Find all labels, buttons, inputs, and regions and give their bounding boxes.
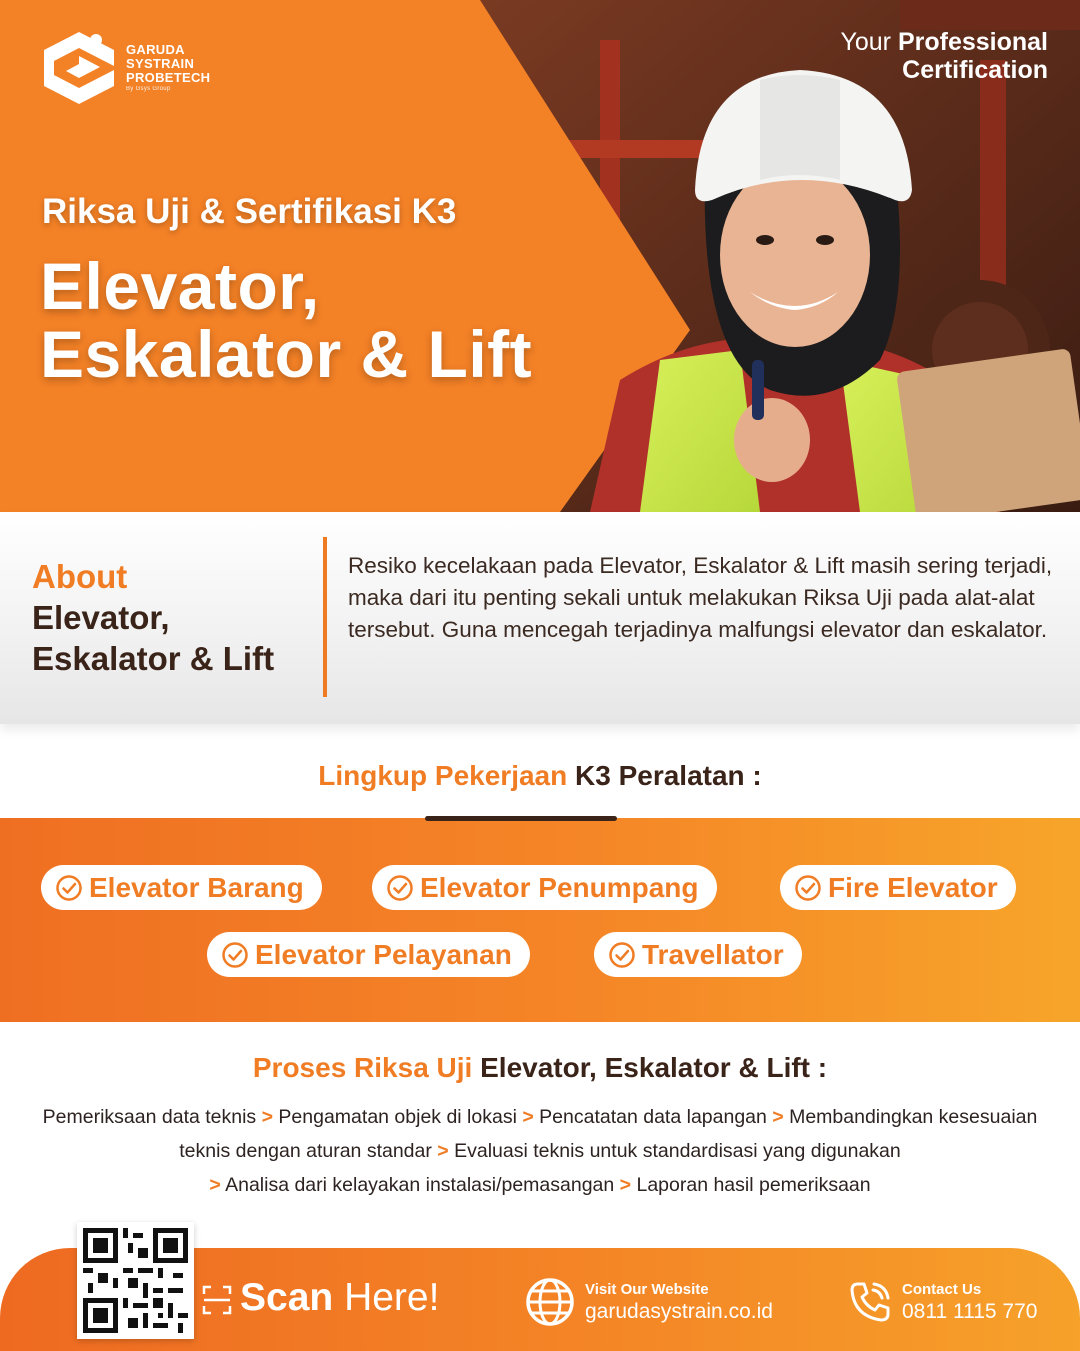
scope-item: Travellator	[594, 932, 802, 977]
globe-icon	[525, 1277, 575, 1327]
website-label: Visit Our Website	[585, 1281, 709, 1298]
process-step: Pencatatan data lapangan	[539, 1106, 767, 1128]
process-step: Membandingkan kesesuaian teknis dengan aturan standar	[179, 1106, 1038, 1162]
arrow-icon: >	[437, 1140, 449, 1162]
brand-name: GARUDA SYSTRAIN PROBETECH By Gsys Group	[126, 42, 211, 92]
arrow-icon: >	[209, 1174, 221, 1196]
scope-item: Elevator Barang	[41, 865, 322, 910]
garuda-logo-icon	[40, 30, 118, 106]
process-step: Pemeriksaan data teknis	[42, 1106, 257, 1128]
hero-banner	[0, 0, 1080, 512]
hero-subtitle: Riksa Uji & Sertifikasi K3	[42, 192, 457, 231]
scope-title-underline	[425, 816, 617, 821]
check-circle-icon	[608, 941, 636, 969]
about-divider	[323, 537, 327, 697]
process-step: Analisa dari kelayakan instalasi/pemasangan	[225, 1174, 615, 1196]
scan-here-label: Scan Here!	[240, 1276, 440, 1319]
check-circle-icon	[55, 874, 83, 902]
qr-code[interactable]	[77, 1222, 194, 1339]
about-heading: About Elevator, Eskalator & Lift	[32, 558, 275, 677]
arrow-icon: >	[772, 1106, 784, 1128]
scope-band	[0, 818, 1080, 1022]
tagline: Your Professional Certification	[840, 28, 1048, 84]
about-text: Resiko kecelakaan pada Elevator, Eskalator & Lift masih sering terjadi, maka dari itu penting sekali untuk melakukan Riksa Uji pada alat-alat tersebut. Guna mencegah terjadinya malfungsi elevator dan eskalator.	[348, 553, 1053, 642]
process-title: Proses Riksa Uji Elevator, Eskalator & Lift :	[252, 1052, 828, 1083]
brand-logo[interactable]	[40, 30, 210, 106]
process-step: Laporan hasil pemeriksaan	[636, 1174, 871, 1196]
website-link[interactable]: garudasystrain.co.id	[585, 1300, 773, 1323]
scope-item: Fire Elevator	[780, 865, 1016, 910]
check-circle-icon	[386, 874, 414, 902]
scope-item: Elevator Penumpang	[372, 865, 717, 910]
check-circle-icon	[221, 941, 249, 969]
process-step: Pengamatan objek di lokasi	[278, 1106, 517, 1128]
about-section	[0, 512, 1080, 724]
phone-number[interactable]: 0811 1115 770	[902, 1300, 1038, 1323]
phone-icon	[848, 1280, 892, 1324]
process-steps	[30, 1100, 1050, 1202]
arrow-icon: >	[261, 1106, 273, 1128]
arrow-icon: >	[619, 1174, 632, 1196]
check-circle-icon	[794, 874, 822, 902]
hero-title: Elevator, Eskalator & Lift	[40, 249, 533, 391]
qr-code-icon	[83, 1228, 188, 1333]
contact-label: Contact Us	[902, 1281, 982, 1298]
scope-item: Elevator Pelayanan	[207, 932, 530, 977]
scan-icon	[201, 1284, 233, 1316]
process-step: Evaluasi teknis untuk standardisasi yang digunakan	[454, 1140, 901, 1162]
scope-title: Lingkup Pekerjaan K3 Peralatan :	[318, 760, 762, 791]
arrow-icon: >	[522, 1106, 534, 1128]
